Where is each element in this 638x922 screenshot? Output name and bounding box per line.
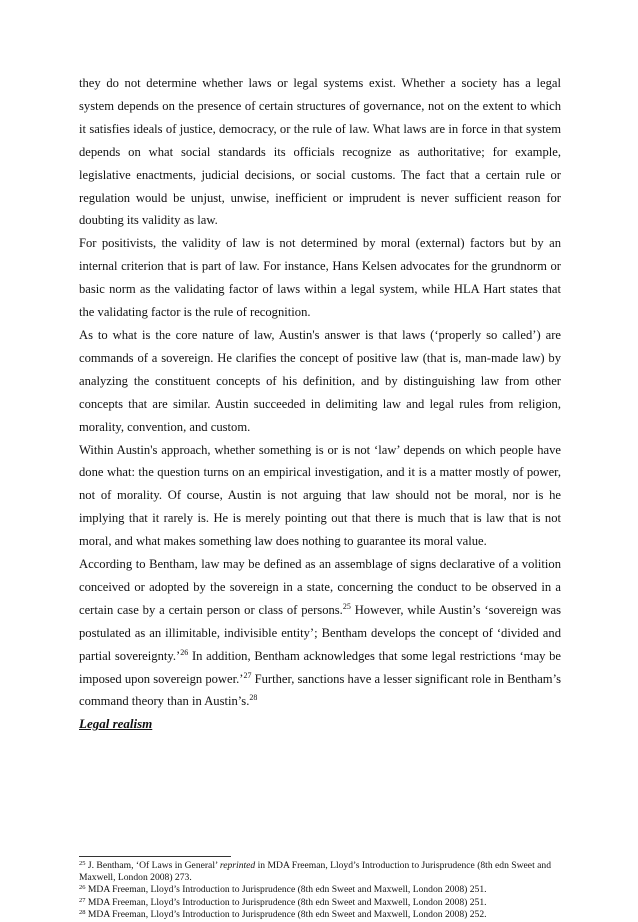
footnote-number: 28 (79, 909, 86, 916)
footnote-25 (79, 860, 561, 883)
footnote-italic-text: reprinted (219, 860, 256, 871)
footnotes (79, 860, 561, 922)
paragraph-positivists: For positivists, the validity of law is not determined by moral (external) factors but by an internal criterion that is part of law. For instance, Hans Kelsen advocates for the grundnorm or basic norm as the validating factor of laws within a legal system, while HLA Hart states that the validating factor is the rule of recognition. (79, 236, 561, 320)
bentham-sentence-1: According to Bentham, law may be defined as an assemblage of signs declarative of a volition conceived or adopted by the sovereign in a state, concerning the conduct to be observed in a certain case by a certain person or class of persons. (79, 557, 561, 617)
footnote-number: 26 (79, 884, 86, 891)
body-text (79, 72, 561, 736)
footnote-separator (79, 856, 231, 857)
footnote-text: MDA Freeman, Lloyd’s Introduction to Jurisprudence (8th edn Sweet and Maxwell, London 2008) 252. (87, 909, 487, 920)
footnote-26 (79, 884, 561, 896)
section-heading-legal-realism: Legal realism (79, 716, 153, 732)
footnote-text: MDA Freeman, Lloyd’s Introduction to Jurisprudence (8th edn Sweet and Maxwell, London 2008) 251. (87, 884, 487, 895)
footnote-ref-26: 26 (180, 647, 189, 657)
footnote-ref-25: 25 (342, 601, 351, 611)
bentham-sentence-3: In addition, Bentham acknowledges that some legal restrictions ‘may be imposed upon sovereign power.’ (79, 648, 561, 686)
paragraph-bentham (79, 553, 561, 713)
footnote-text: J. Bentham, ‘Of Laws in General’ (87, 860, 220, 871)
footnote-number: 25 (79, 860, 86, 867)
footnote-27 (79, 897, 561, 909)
paragraph-austin-commands: As to what is the core nature of law, Austin's answer is that laws (‘properly so called’) are commands of a sovereign. He clarifies the concept of positive law (that is, man-made law) by analyzing the constituent concepts of his definition, and by distinguishing law from other concepts that are similar. Austin succeeded in delimiting law and legal rules from religion, morality, convention, and custom. (79, 327, 561, 434)
footnote-text-cont: in MDA Freeman, Lloyd’s Introduction to Jurisprudence (8th edn Sweet and Maxwell, London 2008) 273. (79, 860, 551, 883)
footnote-28 (79, 909, 561, 921)
bentham-sentence-2: However, while Austin’s ‘sovereign was postulated as an illimitable, indivisible entity’; Bentham develops the concept of ‘divided and partial sovereignty.’ (79, 602, 561, 663)
bentham-sentence-4: Further, sanctions have a lesser significant role in Bentham’s command theory than in Austin’s. (79, 671, 561, 709)
footnote-ref-27: 27 (243, 670, 252, 680)
footnote-text: MDA Freeman, Lloyd’s Introduction to Jurisprudence (8th edn Sweet and Maxwell, London 2008) 251. (87, 896, 487, 908)
footnote-ref-28: 28 (249, 693, 258, 703)
paragraph-austin-approach: Within Austin's approach, whether something is or is not ‘law’ depends on which people have done what: the question turns on an empirical investigation, and it is a matter mostly of power, not of morality. Of course, Austin is not arguing that law should not be moral, nor is he implying that it rarely is. He is merely pointing out that there is much that is law that is not moral, and what makes something law does nothing to guarantee its moral value. (79, 442, 561, 549)
footnote-number: 27 (79, 896, 86, 904)
paragraph-legal-systems: they do not determine whether laws or legal systems exist. Whether a society has a legal system depends on the presence of certain structures of governance, not on the extent to which it satisfies ideals of justice, democracy, or the rule of law. What laws are in force in that system depends on what social standards its officials recognize as authoritative; for example, legislative enactments, judicial decisions, or social customs. The fact that a certain rule or regulation would be unjust, unwise, inefficient or imprudent is never sufficient reason for doubting its validity as law. (79, 76, 561, 228)
